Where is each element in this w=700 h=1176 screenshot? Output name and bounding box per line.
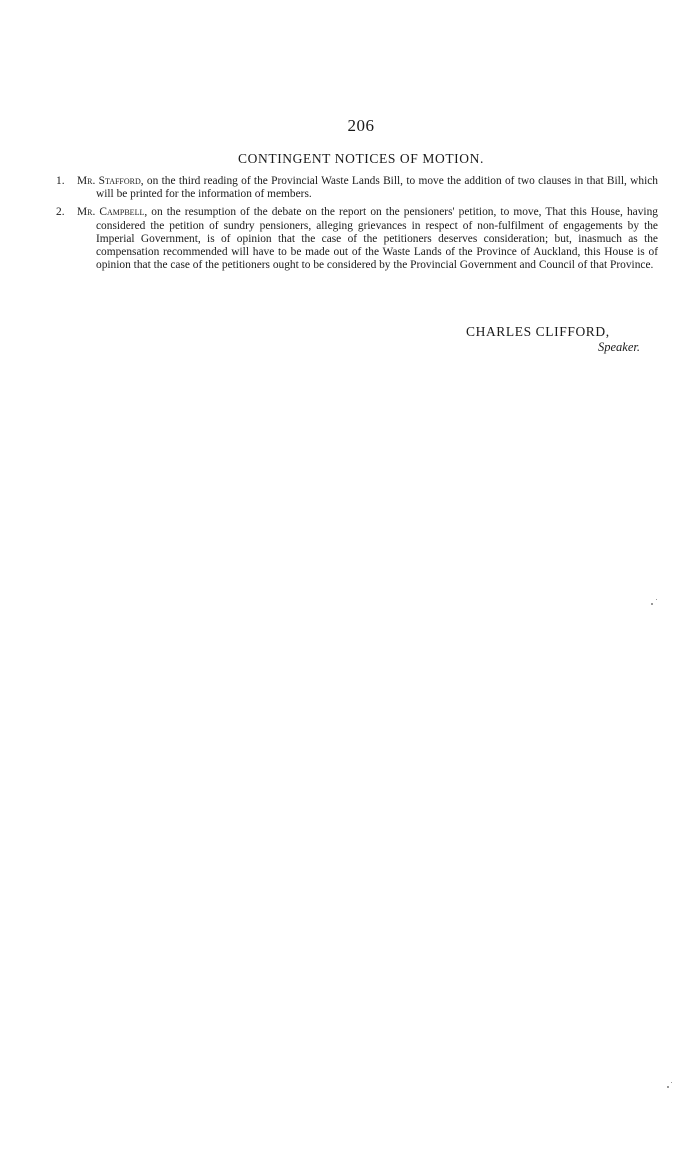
notice-text: on the resumption of the debate on the report on the pensioners' petition, to move, That this House, having considered the petition of sundry pensioners, alleging grievances in respect of non-fulfilment of engagements by the Imperial Government, is of opinion that the case of the petitioners deserves consideration; but, inasmuch as the compensation recommended will have to be made out of the Waste Lands of the Province of Auckland, this House is of opinion that the case of the petitioners ought to be considered by the Provincial Government and Council of that Province.	[96, 206, 658, 272]
notice-body	[77, 206, 658, 272]
paper-speck	[651, 603, 653, 605]
paper-speck	[656, 599, 657, 600]
speaker-name: CHARLES CLIFFORD,	[466, 324, 610, 339]
paper-speck	[667, 1086, 669, 1088]
notice-number: 2.	[56, 206, 65, 219]
signature-block	[440, 324, 640, 355]
member-name: Mr. Stafford,	[77, 175, 144, 187]
notice-item	[56, 206, 658, 272]
section-title: CONTINGENT NOTICES OF MOTION.	[238, 151, 484, 166]
notice-item	[56, 175, 658, 201]
member-name: Mr. Campbell,	[77, 206, 148, 219]
paper-speck	[671, 1082, 672, 1083]
notice-body	[77, 175, 659, 201]
page-number: 206	[347, 116, 375, 135]
notices-list	[56, 175, 658, 277]
speaker-title: Speaker.	[598, 340, 640, 354]
notice-number: 1.	[56, 175, 65, 187]
notice-text: on the third reading of the Provincial Waste Lands Bill, to move the addition of two clauses in that Bill, which will be printed for the information of members.	[96, 175, 659, 201]
